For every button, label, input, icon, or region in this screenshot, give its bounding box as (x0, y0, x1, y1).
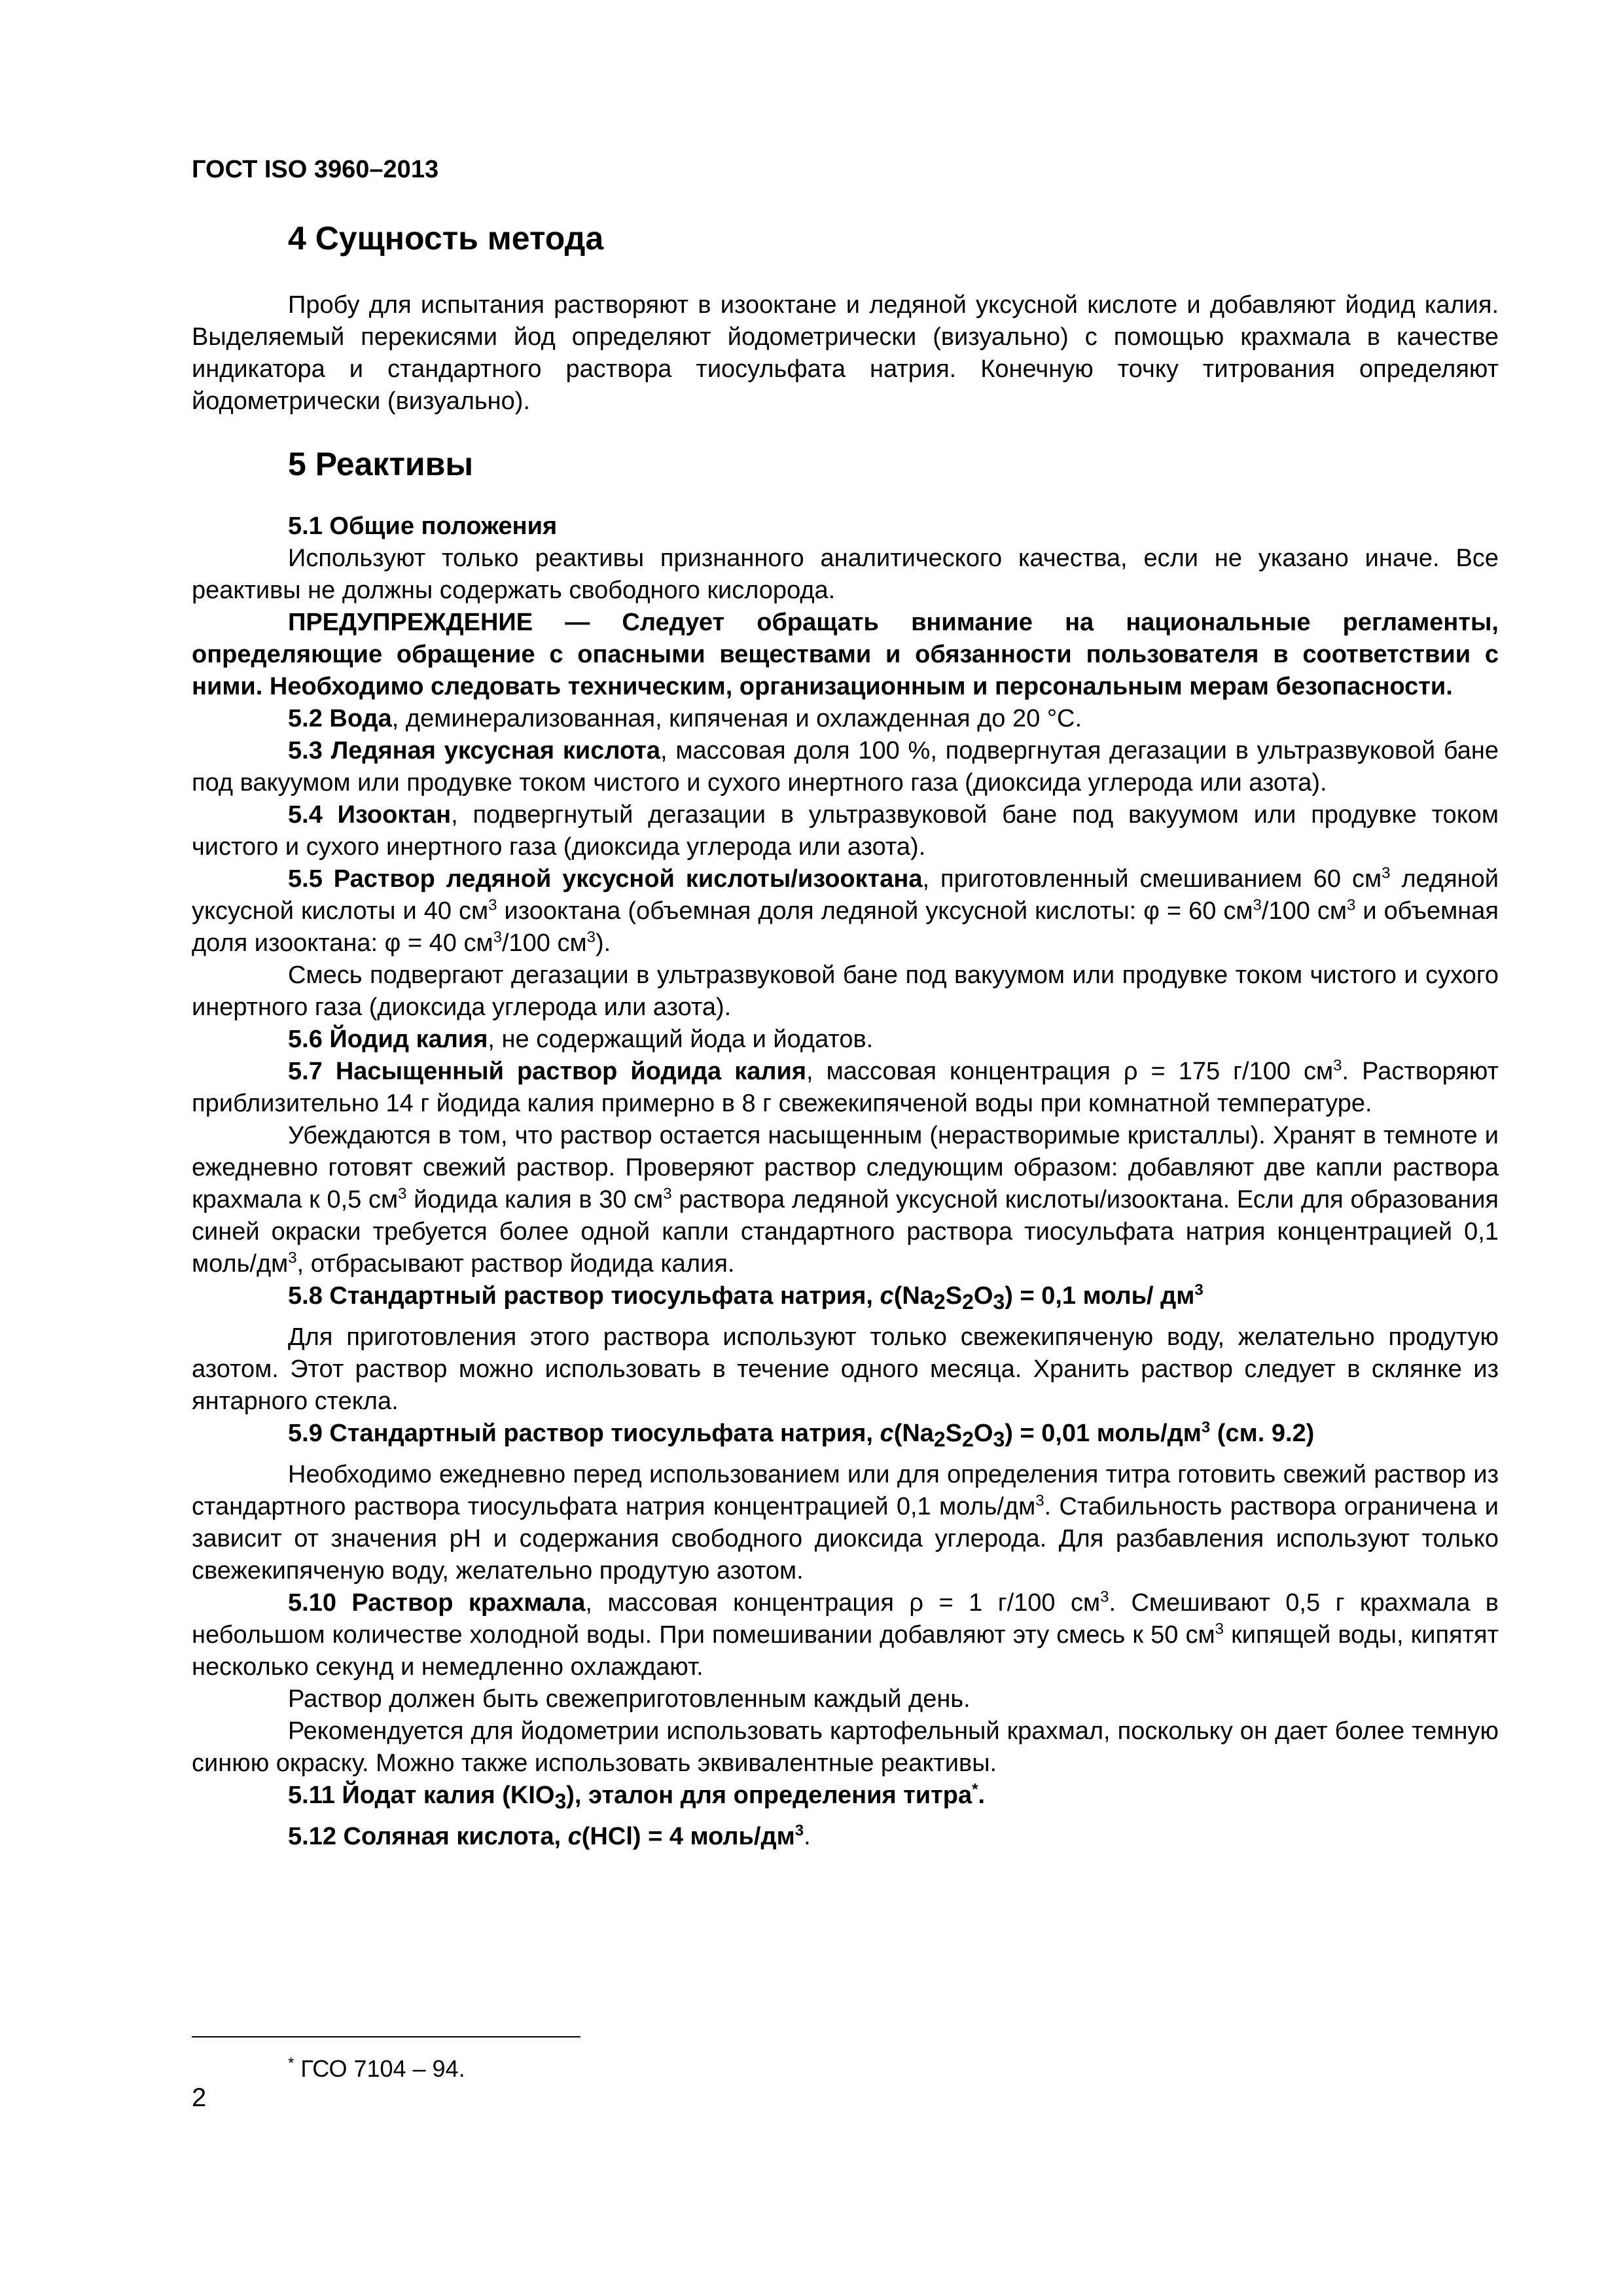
footnote-ref-mark[interactable]: * (972, 1780, 978, 1799)
clause-5-5: 5.5 Раствор ледяной уксусной кислоты/изооктана, приготовленный смешиванием 60 $см^3$ ледяной уксусной кислоты и 40 $см^3$ изооктана (объемная доля ледяной уксусной кислоты: φ = 60 $см^3/100$ $см^3$ и объемная доля изооктана: φ = 40 $см^3/100$ $см^3$). (192, 864, 1499, 957)
section-4-heading: 4 Сущность метода (288, 220, 604, 257)
clause-5-9-text: Необходимо ежедневно перед использованием или для определения титра готовить свежий раствор из стандартного раствора тиосульфата натрия концентрацией 0,1 моль/$дм^3$. Стабильность раствора ограничена и зависит от значения pH и содержания свободного диоксида углерода. Для разбавления используют только свежекипяченую воду, желательно продутую азотом. (192, 1461, 1499, 1585)
clause-5-12-title: 5.12 Соляная кислота, c(HCl) = 4 моль/$дм^3$. (288, 1821, 811, 1850)
clause-5-10-para3: Рекомендуется для йодометрии использовать картофельный крахмал, поскольку он дает более темную синюю окраску. Можно также использовать эквивалентные реактивы. (192, 1717, 1499, 1777)
document-code-header: ГОСТ ISO 3960–2013 (192, 156, 439, 183)
clause-5-5-para2: Смесь подвергают дегазации в ультразвуковой бане под вакуумом или продувке током чистого и сухого инертного газа (диоксида углерода или азота). (192, 961, 1499, 1021)
clause-5-4: 5.4 Изооктан, подвергнутый дегазации в ультразвуковой бане под вакуумом или продувке током чистого и сухого инертного газа (диоксида углерода или азота). (192, 801, 1499, 861)
clause-5-2: 5.2 Вода, деминерализованная, кипяченая и охлажденная до 20 °С. (288, 705, 1082, 732)
section-5-body (192, 511, 1499, 1853)
clause-5-10: 5.10 Раствор крахмала, массовая концентрация ρ = 1 г/100 $см^3$. Смешивают 0,5 г крахмала в небольшом количестве холодной воды. При помешивании добавляют эту смесь к 50 $см^3$ кипящей воды, кипятят несколько секунд и немедленно охлаждают. (192, 1588, 1499, 1681)
clause-5-7: 5.7 Насыщенный раствор йодида калия, массовая концентрация ρ = 175 г/100 $см^3$. Растворяют приблизительно 14 г йодида калия примерно в 8 г свежекипяченой воды при комнатной температуре. (192, 1056, 1499, 1117)
clause-5-9-title: 5.9 Стандартный раствор тиосульфата натрия, $c(Na_2S_2O_3) = 0,01$ моль/$дм^3$ (см. 9.2) (288, 1418, 1315, 1451)
clause-5-3: 5.3 Ледяная уксусная кислота, массовая доля 100 %, подвергнутая дегазации в ультразвуковой бане под вакуумом или продувке током чистого и сухого инертного газа (диоксида углерода или азота). (192, 737, 1499, 797)
clause-5-6: 5.6 Йодид калия, не содержащий йода и йодатов. (288, 1026, 874, 1053)
section-4-paragraph: Пробу для испытания растворяют в изооктане и ледяной уксусной кислоте и добавляют йодид калия. Выделяемый перекисями йод определяют йодометрически (визуально) с помощью крахмала в качестве индикатора и стандартного раствора тиосульфата натрия. Конечную точку титрования определяют йодометрически (визуально). (192, 291, 1499, 415)
footnote: * ГСО 7104 – 94. (288, 2054, 465, 2082)
clause-5-8-title: 5.8 Стандартный раствор тиосульфата натрия, $c(Na_2S_2O_3) = 0,1$ моль/ $дм^3$ (288, 1281, 1204, 1314)
footnote-divider (192, 2036, 580, 2037)
clause-5-8-text: Для приготовления этого раствора используют только свежекипяченую воду, желательно продутую азотом. Этот раствор можно использовать в течение одного месяца. Хранить раствор следует в склянке из янтарного стекла. (192, 1323, 1499, 1415)
clause-5-11-title: 5.11 Йодат калия $(KIO_3)$, эталон для определения титра*. (288, 1780, 986, 1813)
clause-5-1-title: 5.1 Общие положения (288, 512, 558, 540)
section-5-heading: 5 Реактивы (288, 446, 474, 482)
warning-paragraph: ПРЕДУПРЕЖДЕНИЕ — Следует обращать внимание на национальные регламенты, определяющие обращение с опасными веществами и обязанности пользователя в соответствии с ними. Необходимо следовать техническим, организационным и персональным мерам безопасности. (192, 609, 1499, 700)
page-number: 2 (192, 2083, 207, 2112)
clause-5-7-para2: Убеждаются в том, что раствор остается насыщенным (нерастворимые кристаллы). Хранят в темноте и ежедневно готовят свежий раствор. Проверяют раствор следующим образом: добавляют две капли раствора крахмала к 0,5 $см^3$ йодида калия в 30 $см^3$ раствора ледяной уксусной кислоты/изооктана. Если для образования синей окраски требуется более одной капли стандартного раствора тиосульфата натрия концентрацией 0,1 моль/$дм^3$, отбрасывают раствор йодида калия. (192, 1122, 1499, 1278)
section-4-body (192, 289, 1499, 418)
clause-5-1-text: Используют только реактивы признанного аналитического качества, если не указано иначе. Все реактивы не должны содержать свободного кислорода. (192, 545, 1499, 604)
clause-5-10-para2: Раствор должен быть свежеприготовленным каждый день. (288, 1685, 971, 1713)
